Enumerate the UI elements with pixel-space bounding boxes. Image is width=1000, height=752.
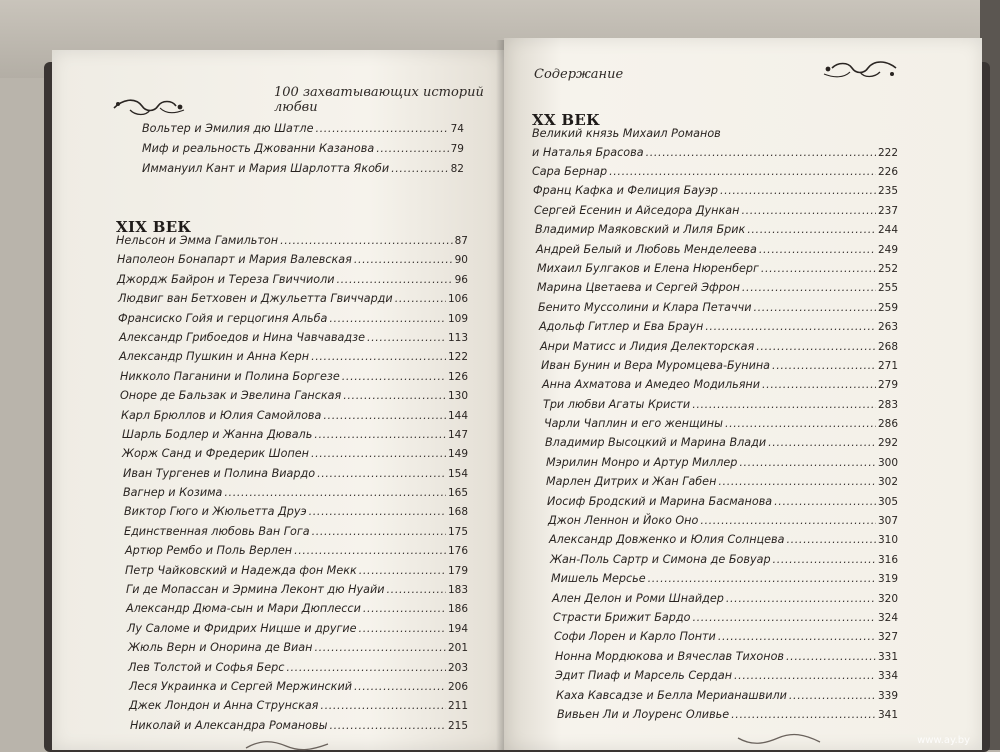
toc-leader [609, 165, 876, 178]
running-head-right: Содержание [534, 67, 624, 82]
toc-entry [116, 447, 468, 466]
toc-entry-title: Владимир Маяковский и Лиля Брик [535, 223, 746, 237]
toc-entry [142, 122, 464, 142]
toc-entry-page: 316 [877, 553, 898, 566]
toc-entry [532, 417, 898, 436]
toc-entry-page: 154 [447, 467, 468, 480]
toc-entry [116, 253, 468, 272]
toc-entry [116, 602, 468, 621]
toc-entry-page: 90 [454, 254, 468, 267]
toc-entry [116, 234, 468, 253]
toc-leader [761, 262, 876, 275]
toc-entry-title: Александр Довженко и Юлия Солнцева [549, 533, 785, 547]
toc-entry-page: 244 [877, 224, 898, 237]
toc-leader [648, 572, 876, 585]
toc-entry-title: Сергей Есенин и Айседора Дункан [534, 203, 740, 217]
toc-entry-title: Петр Чайковский и Надежда фон Мекк [125, 563, 357, 577]
toc-entry-title: Софи Лорен и Карло Понти [554, 630, 716, 644]
toc-leader [700, 514, 876, 527]
toc-entry-title: Франсиско Гойя и герцогиня Альба [118, 311, 328, 325]
toc-entry-title: Андрей Белый и Любовь Менделеева [536, 242, 757, 256]
toc-entry-page: 327 [877, 631, 898, 644]
toc-entry [116, 350, 468, 369]
toc-entry-page: 203 [447, 661, 468, 674]
toc-entry-page: 252 [877, 262, 898, 275]
toc-leader [294, 544, 446, 557]
toc-entry-title: Мишель Мерсье [551, 572, 646, 586]
toc-leader [768, 436, 876, 449]
toc-entry [532, 359, 898, 378]
toc-entry-title: Каха Кавсадзе и Белла Мерианашвили [556, 688, 787, 702]
toc-entry [116, 331, 468, 350]
toc-entry-page: 249 [877, 243, 898, 256]
toc-left-top [142, 122, 464, 182]
watermark: www.ay.by [917, 735, 970, 746]
toc-leader [718, 630, 876, 643]
toc-entry [532, 204, 898, 223]
toc-entry-page: 87 [454, 235, 468, 247]
toc-entry-title: Страсти Брижит Бардо [553, 610, 691, 624]
toc-entry [116, 409, 468, 428]
toc-leader [224, 486, 446, 499]
toc-entry [532, 223, 898, 242]
toc-entry [532, 320, 898, 339]
toc-leader [789, 689, 876, 702]
toc-leader [343, 389, 446, 402]
toc-leader [747, 223, 876, 236]
toc-entry-page: 235 [877, 185, 898, 198]
toc-entry [142, 142, 464, 162]
toc-leader [731, 708, 876, 721]
toc-entry [116, 273, 468, 292]
toc-entry [532, 398, 898, 417]
toc-entry [116, 583, 468, 602]
right-page [504, 38, 982, 750]
toc-entry-title: Ален Делон и Роми Шнайдер [552, 591, 724, 605]
toc-entry [116, 719, 468, 738]
toc-entry-page: 215 [447, 719, 468, 732]
toc-leader [786, 650, 876, 663]
toc-leader [742, 281, 876, 294]
toc-leader [359, 622, 446, 635]
toc-entry-page: 130 [447, 390, 468, 403]
toc-entry-page: 286 [877, 418, 898, 431]
toc-leader [342, 370, 446, 383]
running-head-left: 100 захватывающих историй любви [274, 85, 484, 115]
toc-leader [692, 611, 875, 624]
toc-entry-page: 82 [450, 163, 464, 175]
toc-entry-title: Артюр Рембо и Поль Верлен [125, 544, 293, 558]
toc-entry-title: Вольтер и Эмилия дю Шатле [142, 122, 314, 135]
toc-entry-page: 300 [877, 456, 898, 469]
toc-leader [280, 234, 453, 247]
toc-entry-title: Иван Бунин и Вера Муромцева-Бунина [541, 358, 771, 372]
toc-entry-page: 305 [877, 495, 898, 508]
toc-leader [314, 641, 445, 654]
toc-entry [116, 699, 468, 718]
toc-entry-page: 109 [447, 312, 468, 325]
toc-entry-page: 319 [877, 573, 898, 586]
toc-entry-page: 292 [877, 437, 898, 450]
toc-entry-title: Единственная любовь Ван Гога [124, 524, 310, 538]
toc-entry [116, 525, 468, 544]
toc-entry-title: Вагнер и Козима [123, 486, 223, 500]
toc-leader [376, 142, 448, 155]
toc-entry-page: 168 [447, 506, 468, 519]
toc-entry-page: 201 [447, 642, 468, 655]
toc-entry-page: 79 [450, 143, 464, 155]
toc-entry-page: 226 [877, 166, 898, 178]
toc-entry-page: 259 [877, 301, 898, 314]
toc-leader [311, 350, 446, 363]
toc-entry-title: Мэрилин Монро и Артур Миллер [546, 455, 738, 469]
toc-entry-page: 310 [877, 534, 898, 547]
toc-entry [116, 505, 468, 524]
toc-leader [786, 533, 876, 546]
toc-entry-title: Александр Пушкин и Анна Керн [119, 350, 310, 364]
toc-entry-page: 175 [447, 525, 468, 538]
toc-entry-title: Марина Цветаева и Сергей Эфрон [537, 281, 740, 295]
toc-entry [532, 243, 898, 262]
section-heading-xix: XIX ВЕК [116, 218, 192, 236]
toc-entry [532, 436, 898, 455]
toc-entry-page: 126 [447, 370, 468, 383]
toc-entry-title: Адольф Гитлер и Ева Браун [539, 320, 704, 334]
toc-leader [286, 661, 446, 674]
toc-leader [329, 312, 446, 325]
toc-entry-title: Сара Бернар [532, 165, 608, 178]
toc-entry-title: Леся Украинка и Сергей Мержинский [129, 679, 352, 693]
toc-entry-page: 194 [447, 622, 468, 635]
toc-entry [532, 146, 898, 165]
toc-entry-page: 211 [447, 700, 468, 713]
toc-leader [725, 417, 876, 430]
toc-entry-title: Жюль Верн и Онорина де Виан [128, 641, 313, 655]
toc-entry [116, 389, 468, 408]
toc-entry-title: и Наталья Брасова [532, 146, 644, 159]
toc-entry [116, 292, 468, 311]
toc-leader [337, 273, 453, 286]
toc-entry [532, 553, 898, 572]
toc-entry [116, 428, 468, 447]
toc-entry-title: Вивьен Ли и Лоуренс Оливье [557, 707, 730, 721]
toc-entry-title: Александр Дюма-сын и Мари Дюплесси [126, 602, 361, 616]
toc-entry-page: 113 [447, 331, 468, 344]
toc-entry [116, 486, 468, 505]
toc-leader [311, 447, 446, 460]
toc-leader [329, 719, 446, 732]
toc-entry [116, 661, 468, 680]
toc-entry [532, 262, 898, 281]
toc-entry-title: Чарли Чаплин и его женщины [544, 417, 723, 431]
toc-entry-title: Нельсон и Эмма Гамильтон [116, 234, 279, 247]
toc-entry [532, 572, 898, 591]
toc-leader [741, 204, 876, 217]
left-page [52, 50, 504, 750]
toc-leader [734, 669, 876, 682]
toc-entry-page: 186 [447, 603, 468, 616]
toc-entry-page: 144 [447, 409, 468, 422]
toc-entry-title: Людвиг ван Бетховен и Джульетта Гвиччарди [118, 292, 393, 306]
toc-leader [705, 320, 876, 333]
toc-entry-page: 283 [877, 398, 898, 411]
toc-entry-title: Наполеон Бонапарт и Мария Валевская [117, 253, 352, 267]
toc-entry-page: 206 [447, 680, 468, 693]
toc-entry-title: Александр Грибоедов и Нина Чавчавадзе [119, 330, 365, 344]
toc-entry-page: 279 [877, 379, 898, 392]
toc-entry [532, 340, 898, 359]
toc-entry-page: 341 [877, 708, 898, 721]
toc-leader [720, 184, 876, 197]
toc-leader [387, 583, 446, 596]
toc-entry-title: Марлен Дитрих и Жан Габен [546, 475, 717, 489]
toc-entry-title: Оноре де Бальзак и Эвелина Ганская [120, 389, 342, 403]
toc-entry-page: 183 [447, 584, 468, 597]
toc-leader [759, 243, 876, 256]
toc-entry [532, 281, 898, 300]
toc-entry [116, 544, 468, 563]
toc-entry [116, 680, 468, 699]
toc-left-main [116, 234, 468, 738]
toc-entry-title: Великий князь Михаил Романов [532, 127, 721, 140]
toc-entry-page: 179 [447, 564, 468, 577]
toc-entry-title: Карл Брюллов и Юлия Самойлова [121, 408, 322, 422]
toc-leader [315, 122, 448, 135]
toc-entry-page: 106 [447, 293, 468, 306]
toc-entry [532, 592, 898, 611]
toc-entry-title: Джек Лондон и Анна Струнская [129, 699, 319, 713]
toc-entry [116, 467, 468, 486]
toc-entry-title: Виктор Гюго и Жюльетта Друэ [124, 505, 307, 519]
toc-entry-title: Михаил Булгаков и Елена Нюренберг [537, 261, 759, 275]
toc-entry [532, 630, 898, 649]
toc-leader [773, 553, 876, 566]
toc-entry-title: Анна Ахматова и Амедео Модильяни [542, 378, 761, 392]
toc-leader [646, 146, 876, 159]
toc-entry [532, 184, 898, 203]
toc-entry [532, 165, 898, 184]
toc-entry-title: Николай и Александра Романовы [130, 718, 328, 732]
toc-entry [116, 370, 468, 389]
toc-entry-title: Иосиф Бродский и Марина Басманова [547, 494, 773, 508]
toc-entry-title: Иван Тургенев и Полина Виардо [123, 466, 316, 480]
toc-entry [532, 533, 898, 552]
toc-entry-page: 237 [877, 204, 898, 217]
toc-leader [774, 495, 876, 508]
toc-entry [532, 514, 898, 533]
toc-leader [726, 592, 876, 605]
toc-leader [754, 301, 876, 314]
toc-entry-page: 302 [877, 476, 898, 489]
toc-entry-title: Ги де Мопассан и Эрмина Леконт дю Нуайи [126, 583, 385, 597]
toc-leader [391, 162, 449, 175]
toc-right [532, 127, 898, 727]
toc-entry [532, 611, 898, 630]
toc-entry-page: 147 [447, 428, 468, 441]
toc-leader [762, 378, 876, 391]
toc-entry-title: Франц Кафка и Фелиция Бауэр [533, 184, 718, 198]
toc-leader [395, 292, 446, 305]
ornament-right-icon [816, 58, 900, 82]
toc-entry [532, 689, 898, 708]
toc-leader [756, 340, 876, 353]
toc-leader [314, 428, 446, 441]
toc-leader [309, 505, 446, 518]
toc-entry-title: Лев Толстой и Софья Берс [128, 660, 285, 674]
toc-entry-title: Никколо Паганини и Полина Боргезе [120, 369, 340, 383]
toc-entry [532, 708, 898, 727]
toc-entry-title: Иммануил Кант и Мария Шарлотта Якоби [142, 162, 390, 175]
toc-entry [532, 301, 898, 320]
toc-entry-title: Миф и реальность Джованни Казанова [142, 142, 375, 155]
toc-entry-page: 165 [447, 487, 468, 500]
toc-entry-title: Джордж Байрон и Тереза Гвиччиоли [117, 272, 335, 286]
toc-entry-page: 320 [877, 592, 898, 605]
toc-entry-page: 74 [450, 123, 464, 135]
toc-entry-title: Лу Саломе и Фридрих Ницше и другие [127, 621, 357, 635]
toc-entry-page: 268 [877, 340, 898, 353]
toc-leader [312, 525, 446, 538]
toc-entry-title: Анри Матисс и Лидия Делекторская [540, 339, 755, 353]
toc-entry-page: 271 [877, 359, 898, 372]
ornament-left-icon [110, 94, 190, 118]
toc-entry-page: 122 [447, 351, 468, 364]
toc-leader [367, 331, 446, 344]
toc-entry [116, 622, 468, 641]
toc-entry [532, 495, 898, 514]
toc-leader [739, 456, 876, 469]
toc-leader [718, 475, 876, 488]
toc-entry-title: Три любви Агаты Кристи [543, 397, 691, 411]
toc-entry [532, 456, 898, 475]
bottom-ornament-right-icon [734, 732, 824, 746]
toc-entry-page: 324 [877, 611, 898, 624]
toc-leader [354, 253, 453, 266]
toc-entry-page: 176 [447, 545, 468, 558]
toc-entry-title: Джон Леннон и Йоко Оно [548, 514, 699, 528]
toc-entry-page: 334 [877, 670, 898, 683]
toc-entry [116, 564, 468, 583]
toc-leader [354, 680, 446, 693]
toc-entry [532, 650, 898, 669]
toc-leader [359, 564, 446, 577]
toc-entry-title: Жан-Поль Сартр и Симона де Бовуар [550, 552, 771, 566]
toc-entry [532, 475, 898, 494]
toc-entry-page: 96 [454, 273, 468, 286]
toc-leader [320, 699, 446, 712]
toc-entry [142, 162, 464, 182]
toc-leader [317, 467, 446, 480]
toc-entry-title: Бенито Муссолини и Клара Петаччи [538, 300, 752, 314]
toc-entry-page: 222 [877, 147, 898, 159]
toc-entry [532, 378, 898, 397]
toc-leader [772, 359, 876, 372]
toc-leader [363, 602, 446, 615]
section-heading-xx: XX ВЕК [532, 111, 601, 129]
toc-entry-page: 149 [447, 448, 468, 461]
toc-entry-title: Шарль Бодлер и Жанна Дюваль [122, 427, 313, 441]
toc-entry-page: 263 [877, 321, 898, 334]
toc-entry-page: 255 [877, 282, 898, 295]
toc-entry [116, 641, 468, 660]
toc-leader [323, 409, 446, 422]
toc-entry [532, 669, 898, 688]
toc-entry-title: Эдит Пиаф и Марсель Сердан [555, 669, 733, 683]
toc-entry [532, 127, 898, 146]
toc-entry-title: Жорж Санд и Фредерик Шопен [122, 447, 309, 461]
toc-entry-title: Владимир Высоцкий и Марина Влади [545, 436, 767, 450]
toc-entry-page: 339 [877, 689, 898, 702]
toc-leader [692, 398, 876, 411]
toc-entry-page: 331 [877, 650, 898, 663]
toc-entry [116, 312, 468, 331]
toc-entry-title: Нонна Мордюкова и Вячеслав Тихонов [555, 649, 785, 663]
toc-entry-page: 307 [877, 515, 898, 528]
